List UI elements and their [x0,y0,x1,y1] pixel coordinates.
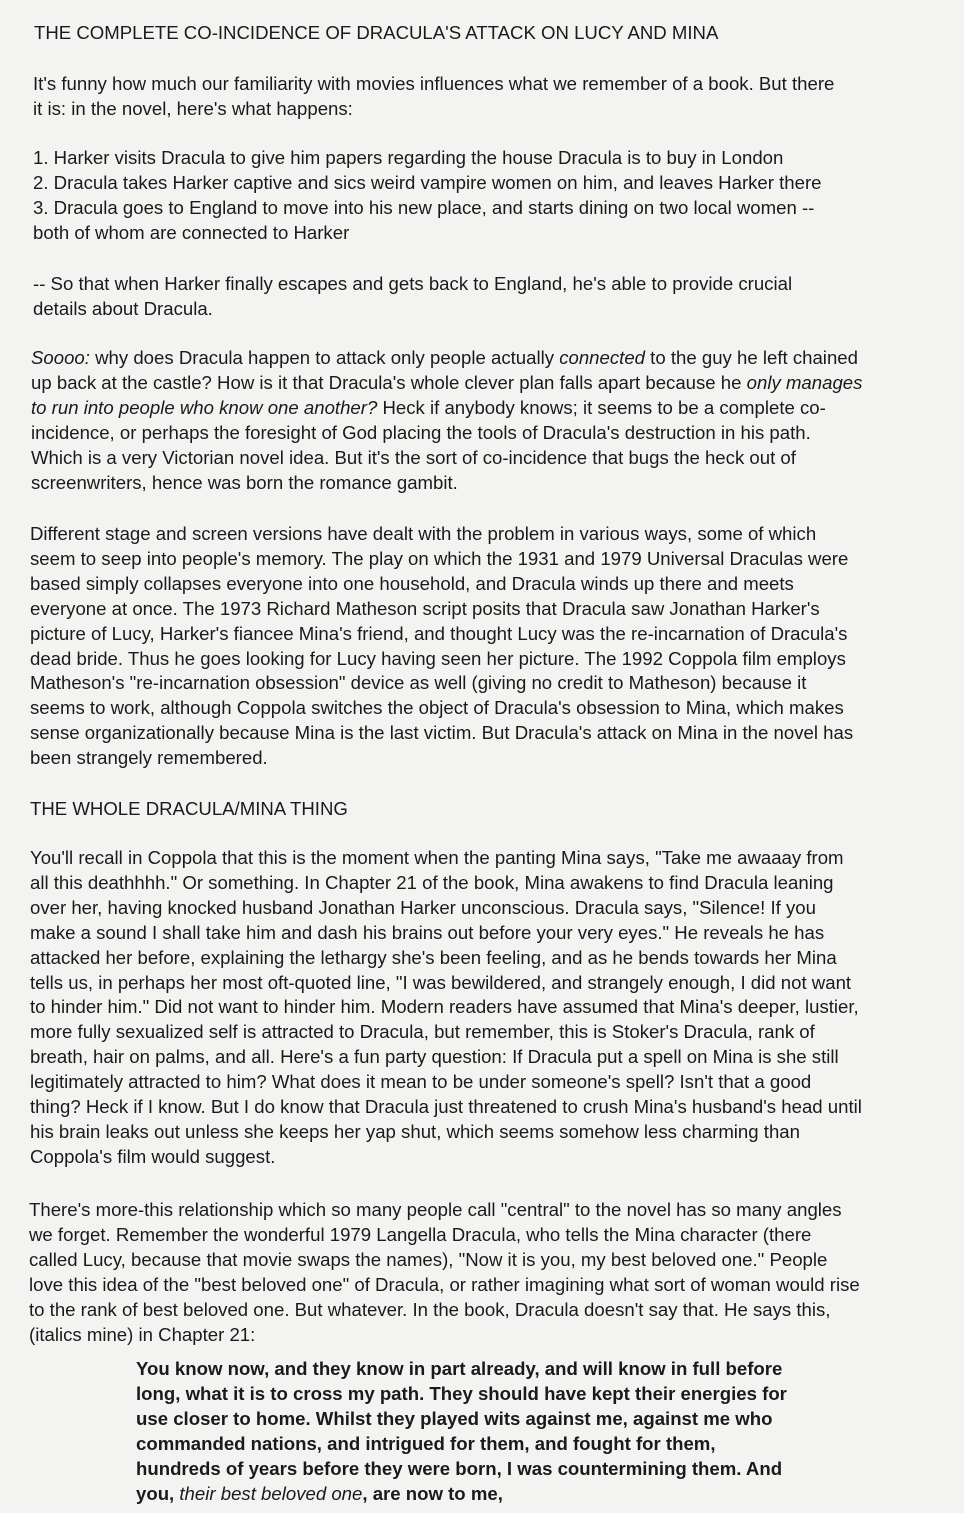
list-item: both of whom are connected to Harker [33,221,350,243]
versions-paragraph: Different stage and screen versions have dealt with the problem in various ways, some of which seem to seep into people's memory. The play on which the 1931 and 1979 Universal Draculas were based simply collapses everyone into one household, and Dracula winds up there and meets everyone at once. The 1973 Richard Matheson script posits that Dracula saw Jonathan Harker's picture of Lucy, Harker's fiancee Mina's friend, and thought Lucy was the re-incarnation of Dracula's dead bride. Thus he goes looking for Lucy having seen her picture. The 1992 Coppola film employs Matheson's "re-incarnation obsession" device as well (giving no credit to Matheson) because it seems to work, although Coppola switches the object of Dracula's obsession to Mina, which makes sense organizationally because Mina is the last victim. But Dracula's attack on Mina in the novel has been strangely remembered. [30,523,854,769]
section-heading: THE WHOLE DRACULA/MINA THING [30,798,348,819]
title-heading: THE COMPLETE CO-INCIDENCE OF DRACULA'S ATTACK ON LUCY AND MINA [34,22,719,43]
list-item: 1. Harker visits Dracula to give him papers regarding the house Dracula is to buy in London [33,147,784,168]
recall-paragraph: You'll recall in Coppola that this is the moment when the panting Mina says, "Take me awaaay from all this deathhhh." Or something. In Chapter 21 of the book, Mina awakens to find Dracula leaning over her, having knocked husband Jonathan Harker unconscious. Dracula says, "Silence! If you make a sound I shall take him and dash his brains out before your very eyes." He reveals he has attacked her before, explaining the lethargy she's been feeling, and as he bends towards her Mina tells us, in perhaps her most oft-quoted line, "I was bewildered, and strangely enough, I did not want to hinder him." Did not want to hinder him. Modern readers have assumed that Mina's deeper, lustier, more fully sexualized self is attracted to Dracula, but remember, this is Stoker's Dracula, rank of breath, hair on palms, and all. Here's a fun party question: If Dracula put a spell on Mina is she still legitimately attracted to him? What does it mean to be under someone's spell? Isn't that a good thing? Heck if I know. But I do know that Dracula just threatened to crush Mina's husband's head until his brain leaks out unless she keeps her yap shut, which seems somehow less charming than Coppola's film would suggest. [30,847,862,1167]
dracula-quote: You know now, and they know in part already, and will know in full before long, what it is to cross my path. They should have kept their energies for use closer to home. Whilst they played wits against me, against me who commanded nations, and intrigued for them, and fought for them, hundreds of years before they were born, I was countermining them. And you, their best beloved one, are now to me, [136,1358,787,1504]
list-item: 2. Dracula takes Harker captive and sics weird vampire women on him, and leaves Harker there [33,171,822,193]
escape-paragraph: -- So that when Harker finally escapes and gets back to England, he's able to provide crucial details about Dracula. [33,273,793,319]
events-list [33,146,822,246]
coincidence-paragraph: Soooo: why does Dracula happen to attack only people actually connected to the guy he left chained up back at the castle? How is it that Dracula's whole clever plan falls apart because he only manages to run into people who know one another? Heck if anybody knows; it seems to be a complete co- incidence, or perhaps the foresight of God placing the tools of Dracula's destruction in his path. Which is a very Victorian novel idea. But it's the sort of co-incidence that bugs the heck out of screenwriters, hence was born the romance gambit. [31,347,863,493]
more-paragraph: There's more-this relationship which so many people call "central" to the novel has so many angles we forget. Remember the wonderful 1979 Langella Dracula, who tells the Mina character (there called Lucy, because that movie swaps the names), "Now it is you, my best beloved one." People love this idea of the "best beloved one" of Dracula, or rather imagining what sort of woman would rise to the rank of best beloved one. But whatever. In the book, Dracula doesn't say that. He says this, (italics mine) in Chapter 21: [29,1199,860,1345]
intro-paragraph: It's funny how much our familiarity with movies influences what we remember of a book. But there it is: in the novel, here's what happens: [33,73,835,119]
list-item: 3. Dracula goes to England to move into his new place, and starts dining on two local women -- [33,196,815,218]
